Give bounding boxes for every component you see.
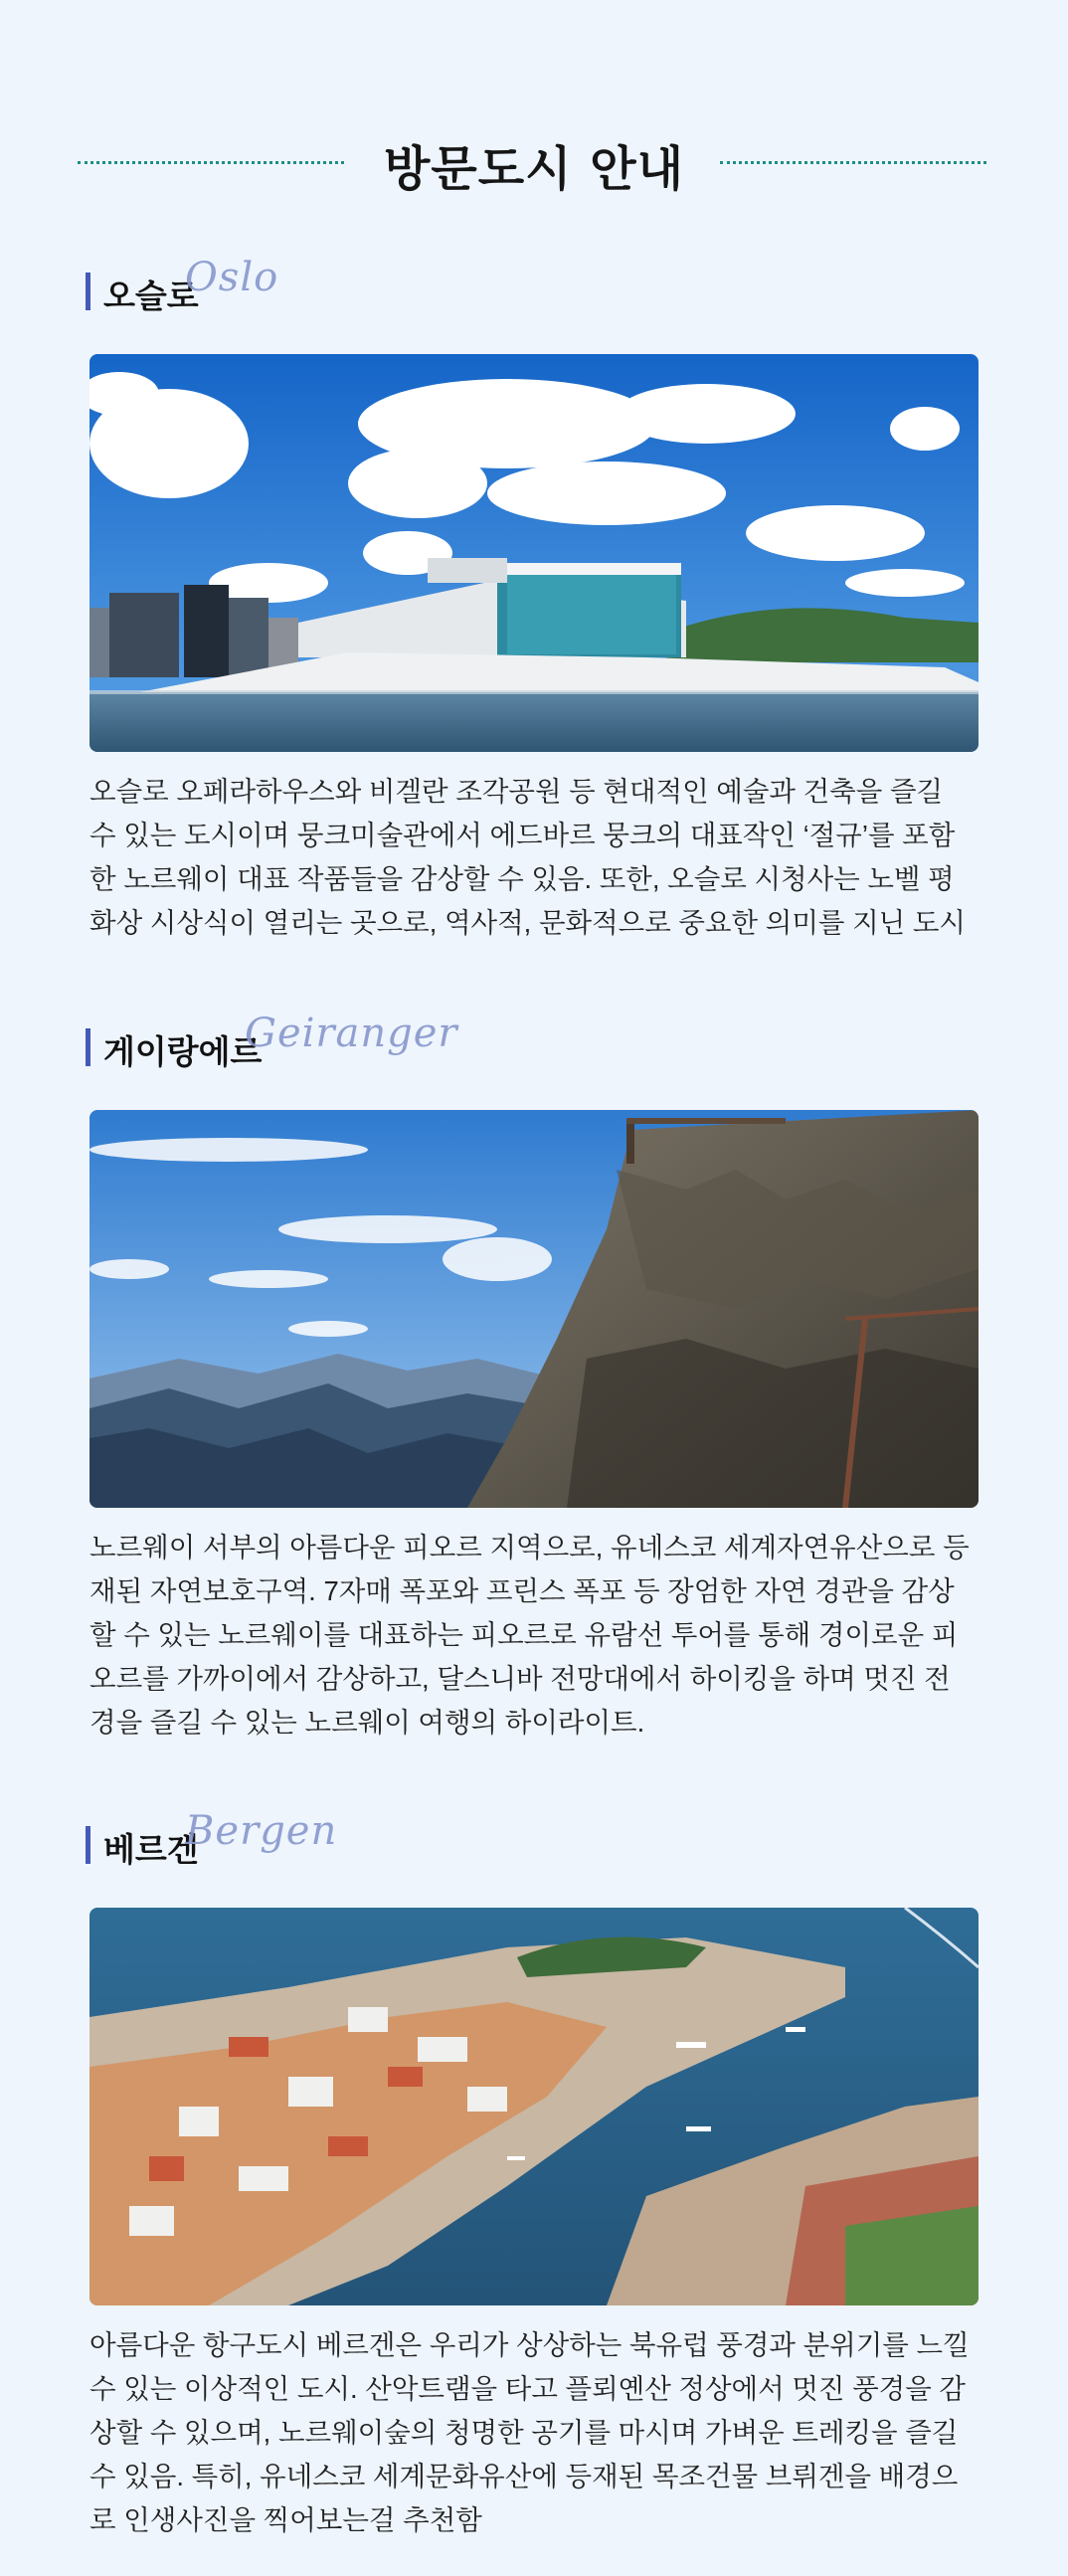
oslo-opera-house-image [89, 354, 979, 752]
city-photo-geiranger [89, 1110, 979, 1508]
city-korean-name: 게이랑에르 [103, 1033, 263, 1070]
page-header [0, 129, 1068, 199]
city-heading [86, 1808, 980, 1874]
geiranger-fjord-image [89, 1110, 979, 1508]
city-korean-name: 베르겐 [103, 1831, 199, 1868]
city-photo-bergen [89, 1908, 979, 2305]
page-title: 방문도시 안내 [384, 140, 684, 197]
city-section-bergen [86, 1808, 980, 2535]
city-section-geiranger [86, 1011, 980, 1738]
city-korean-name: 오슬로 [103, 277, 199, 314]
left-dotted-divider [78, 161, 344, 164]
city-heading [86, 255, 980, 320]
city-heading [86, 1011, 980, 1076]
bergen-harbor-image [89, 1908, 979, 2305]
city-description: 오슬로 오페라하우스와 비겔란 조각공원 등 현대적인 예술과 건축을 즐길 수 있는 도시이며 뭉크미술관에서 에드바르 뭉크의 대표작인 ‘절규’를 포함한 노르웨이 대표 작품들을 감상할 수 있음. 또한, 오슬로 시청사는 노벨 평화상 시상식이 열리는 곳으로, 역사적, 문화적으로 중요한 의미를 지닌 도시 [89, 776, 966, 938]
city-description: 아름다운 항구도시 베르겐은 우리가 상상하는 북유럽 풍경과 분위기를 느낄 수 있는 이상적인 도시. 산악트램을 타고 플뢰옌산 정상에서 멋진 풍경을 감상할 수 있으며, 노르웨이숲의 청명한 공기를 마시며 가벼운 트레킹을 즐길 수 있음. 특히, 유네스코 세계문화유산에 등재된 목조건물 브뤼겐을 배경으로 인생사진을 찍어보는걸 추천함 [89, 2329, 970, 2535]
city-english-name: Oslo [185, 255, 279, 300]
accent-bar [86, 273, 90, 310]
city-english-name: Geiranger [245, 1011, 458, 1056]
accent-bar [86, 1028, 90, 1066]
city-english-name: Bergen [185, 1808, 338, 1854]
city-section-oslo [86, 255, 980, 938]
accent-bar [86, 1826, 90, 1864]
right-dotted-divider [720, 161, 986, 164]
city-photo-oslo [89, 354, 979, 752]
city-description: 노르웨이 서부의 아름다운 피오르 지역으로, 유네스코 세계자연유산으로 등재된 자연보호구역. 7자매 폭포와 프린스 폭포 등 장엄한 자연 경관을 감상할 수 있는 노르웨이를 대표하는 피오르로 유람선 투어를 통해 경이로운 피오르를 가까이에서 감상하고, 달스니바 전망대에서 하이킹을 하며 멋진 전경을 즐길 수 있는 노르웨이 여행의 하이라이트. [89, 1532, 970, 1738]
